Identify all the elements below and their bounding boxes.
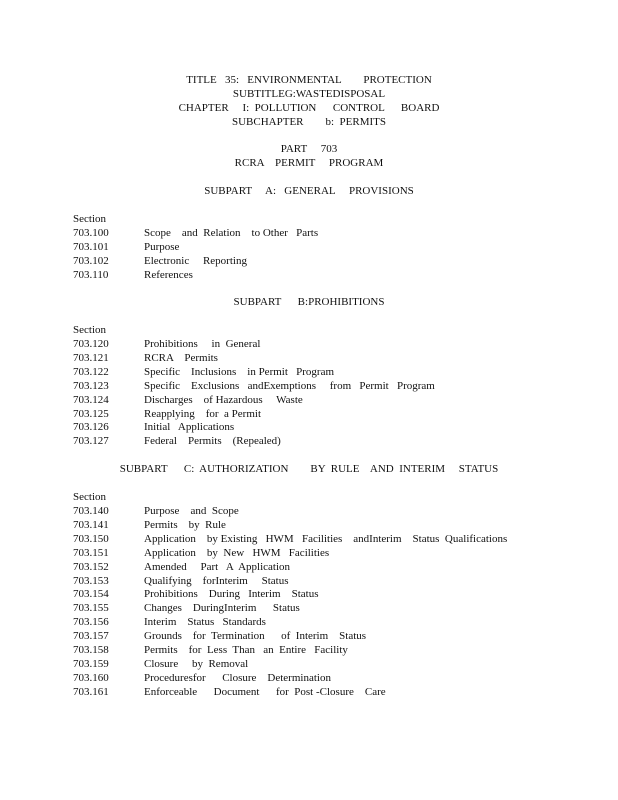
section-title: Permits by Rule (144, 518, 226, 531)
section-title: Closure by Removal (144, 657, 249, 670)
section-title: Prohibitions in General (144, 338, 261, 350)
section-entry (73, 615, 593, 629)
section-title: Enforceable Document for Post -Closure Care (144, 685, 386, 698)
section-title: Grounds for Termination of Interim Status (144, 630, 367, 643)
subpart-a-heading: SUBPART A: GENERAL PROVISIONS (204, 185, 414, 197)
section-entry (73, 671, 593, 685)
section-number: 703.150 (73, 532, 109, 545)
section-number: 703.100 (73, 227, 109, 239)
section-number: 703.151 (73, 546, 109, 559)
section-number: 703.123 (73, 379, 109, 392)
section-title: Electronic Reporting (144, 254, 247, 267)
section-number: 703.159 (73, 657, 109, 670)
section-entry (73, 601, 593, 615)
section-entry (73, 407, 593, 421)
section-entry (73, 420, 593, 434)
section-number: 703.155 (73, 602, 109, 615)
section-title: Changes DuringInterim Status (144, 602, 300, 615)
section-number: 703.124 (73, 393, 109, 406)
section-number: 703.160 (73, 671, 109, 684)
section-number: 703.157 (73, 630, 109, 643)
section-entry (73, 574, 593, 588)
section-number: 703.140 (73, 505, 109, 517)
section-number: 703.110 (73, 268, 109, 281)
section-title: Discharges of Hazardous Waste (144, 393, 303, 406)
section-entry (73, 226, 593, 240)
section-number: 703.153 (73, 574, 109, 587)
part-line: PART 703 (280, 143, 338, 155)
chapter-line: CHAPTER I: POLLUTION CONTROL BOARD (178, 102, 440, 114)
section-title: Scope and Relation to Other Parts (144, 227, 319, 239)
section-title: Application by New HWM Facilities (144, 546, 330, 559)
section-title: Permits for Less Than an Entire Facility (144, 644, 348, 656)
section-entry (73, 587, 593, 601)
section-entry (73, 379, 593, 393)
section-title: Specific Exclusions andExemptions from Permit Program (144, 379, 435, 392)
section-title: Proceduresfor Closure Determination (144, 671, 331, 684)
section-label: Section (73, 491, 106, 503)
section-entry (73, 393, 593, 407)
section-number: 703.154 (73, 588, 109, 601)
section-title: Qualifying forInterim Status (144, 574, 289, 587)
section-number: 703.120 (73, 338, 109, 350)
section-label: Section (73, 324, 106, 336)
section-entry (73, 560, 593, 574)
section-title: Interim Status Standards (144, 616, 266, 629)
section-entry (73, 254, 593, 268)
section-number: 703.127 (73, 435, 109, 448)
section-entry (73, 434, 593, 448)
program-line: RCRA PERMIT PROGRAM (234, 157, 384, 169)
section-title: Specific Inclusions in Permit Program (144, 365, 335, 378)
section-title: RCRA Permits (144, 351, 218, 364)
subpart-c-heading: SUBPART C: AUTHORIZATION BY RULE AND INTERIM STATUS (119, 463, 499, 475)
subpart-b-heading: SUBPART B:PROHIBITIONS (233, 296, 385, 308)
section-number: 703.125 (73, 407, 109, 420)
section-number: 703.122 (73, 365, 109, 378)
section-entry (73, 351, 593, 365)
section-entry (73, 629, 593, 643)
section-entry (73, 365, 593, 379)
section-entry (73, 240, 593, 254)
section-title: Prohibitions During Interim Status (144, 588, 319, 601)
section-entry (73, 268, 593, 282)
section-number: 703.126 (73, 421, 109, 434)
section-entry (73, 518, 593, 532)
section-number: 703.158 (73, 644, 109, 656)
section-entry (73, 657, 593, 671)
section-title: Purpose (144, 240, 180, 253)
section-number: 703.121 (73, 351, 109, 364)
section-entry (73, 532, 593, 546)
section-number: 703.161 (73, 685, 109, 698)
section-entry (73, 643, 593, 657)
section-number: 703.156 (73, 616, 109, 629)
subchapter-line: SUBCHAPTER b: PERMITS (231, 116, 387, 128)
section-entry (73, 546, 593, 560)
section-number: 703.102 (73, 254, 109, 267)
section-title: Amended Part A Application (144, 560, 291, 573)
subtitle-line: SUBTITLEG:WASTEDISPOSAL (232, 88, 386, 100)
section-label: Section (73, 213, 106, 225)
section-entry (73, 685, 593, 699)
section-number: 703.152 (73, 560, 109, 573)
section-entry (73, 337, 593, 351)
section-title: References (144, 268, 193, 281)
section-title: Reapplying for a Permit (144, 407, 262, 420)
title-line: TITLE 35: ENVIRONMENTAL PROTECTION (186, 74, 432, 86)
section-title: Application by Existing HWM Facilities andInterim Status Qualifications (144, 532, 508, 545)
section-title: Initial Applications (144, 421, 235, 434)
section-number: 703.141 (73, 518, 109, 531)
section-entry (73, 504, 593, 518)
section-number: 703.101 (73, 240, 109, 253)
section-title: Federal Permits (Repealed) (144, 435, 281, 448)
section-title: Purpose and Scope (144, 505, 239, 517)
